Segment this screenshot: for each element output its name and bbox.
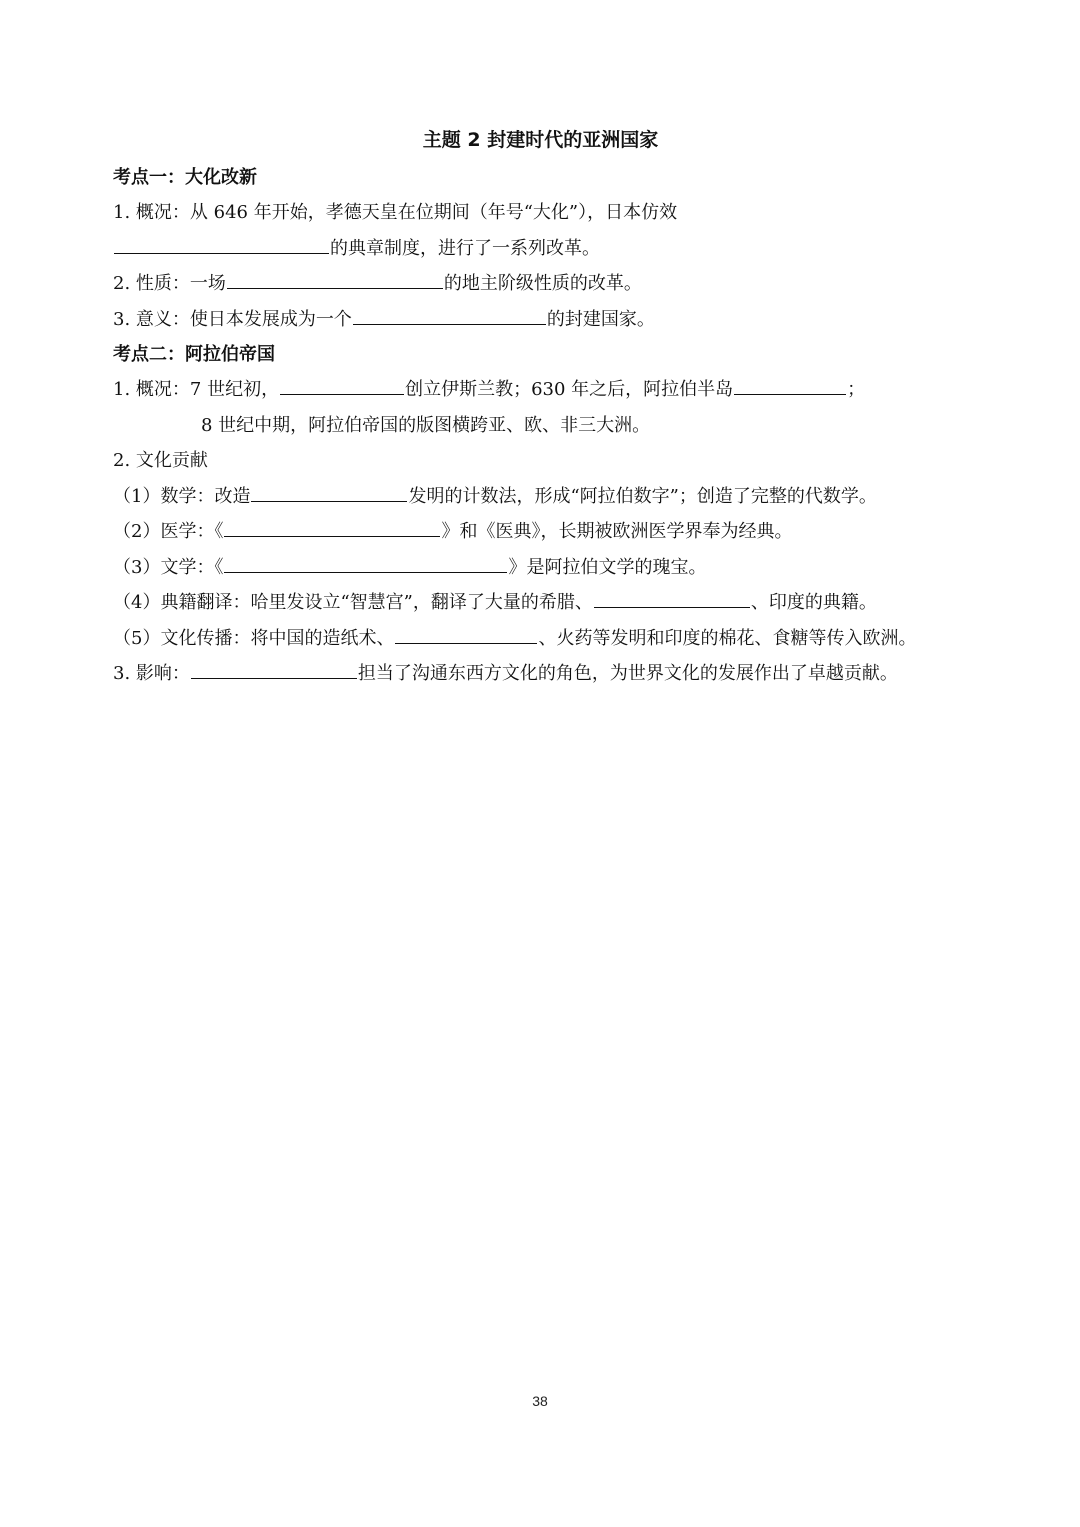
- taika-overview-line2: 的典章制度，进行了一系列改革。: [113, 231, 968, 267]
- fill-blank[interactable]: [280, 374, 404, 395]
- fill-blank[interactable]: [594, 587, 750, 608]
- fill-blank[interactable]: [224, 552, 507, 573]
- arab-math: （1）数学：改造 发明的计数法，形成“阿拉伯数字”；创造了完整的代数学。: [113, 479, 968, 515]
- section-heading-taika-reform: 考点一：大化改新: [113, 167, 257, 188]
- arab-translation: （4）典籍翻译：哈里发设立“智慧宫”，翻译了大量的希腊、 、印度的典籍。: [113, 585, 968, 621]
- taika-overview-line1: 1. 概况：从 646 年开始，孝德天皇在位期间（年号“大化”），日本仿效: [113, 202, 678, 223]
- arab-overview-line1: 1. 概况：7 世纪初， 创立伊斯兰教；630 年之后，阿拉伯半岛 ；: [113, 372, 968, 408]
- page-number: 38: [532, 1393, 548, 1409]
- arab-spread: （5）文化传播：将中国的造纸术、 、火药等发明和印度的棉花、食糖等传入欧洲。: [113, 621, 968, 657]
- arab-culture-heading: 2. 文化贡献: [113, 450, 208, 471]
- fill-blank[interactable]: [395, 623, 537, 644]
- fill-blank[interactable]: [191, 658, 357, 679]
- fill-blank[interactable]: [353, 304, 546, 325]
- arab-medicine: （2）医学：《 》和《医典》，长期被欧洲医学界奉为经典。: [113, 514, 968, 550]
- taika-significance: 3. 意义：使日本发展成为一个 的封建国家。: [113, 302, 968, 338]
- fill-blank[interactable]: [114, 233, 329, 254]
- arab-influence: 3. 影响： 担当了沟通东西方文化的角色，为世界文化的发展作出了卓越贡献。: [113, 656, 968, 692]
- worksheet-content: [113, 123, 968, 692]
- section-heading-arab-empire: 考点二：阿拉伯帝国: [113, 344, 275, 365]
- taika-nature: 2. 性质：一场 的地主阶级性质的改革。: [113, 266, 968, 302]
- fill-blank[interactable]: [227, 268, 443, 289]
- arab-overview-line2: 8 世纪中期，阿拉伯帝国的版图横跨亚、欧、非三大洲。: [201, 414, 651, 436]
- fill-blank[interactable]: [734, 374, 846, 395]
- fill-blank[interactable]: [251, 481, 407, 502]
- fill-blank[interactable]: [224, 516, 440, 537]
- page-title: 主题 2 封建时代的亚洲国家: [422, 129, 659, 151]
- arab-literature: （3）文学：《 》是阿拉伯文学的瑰宝。: [113, 550, 968, 586]
